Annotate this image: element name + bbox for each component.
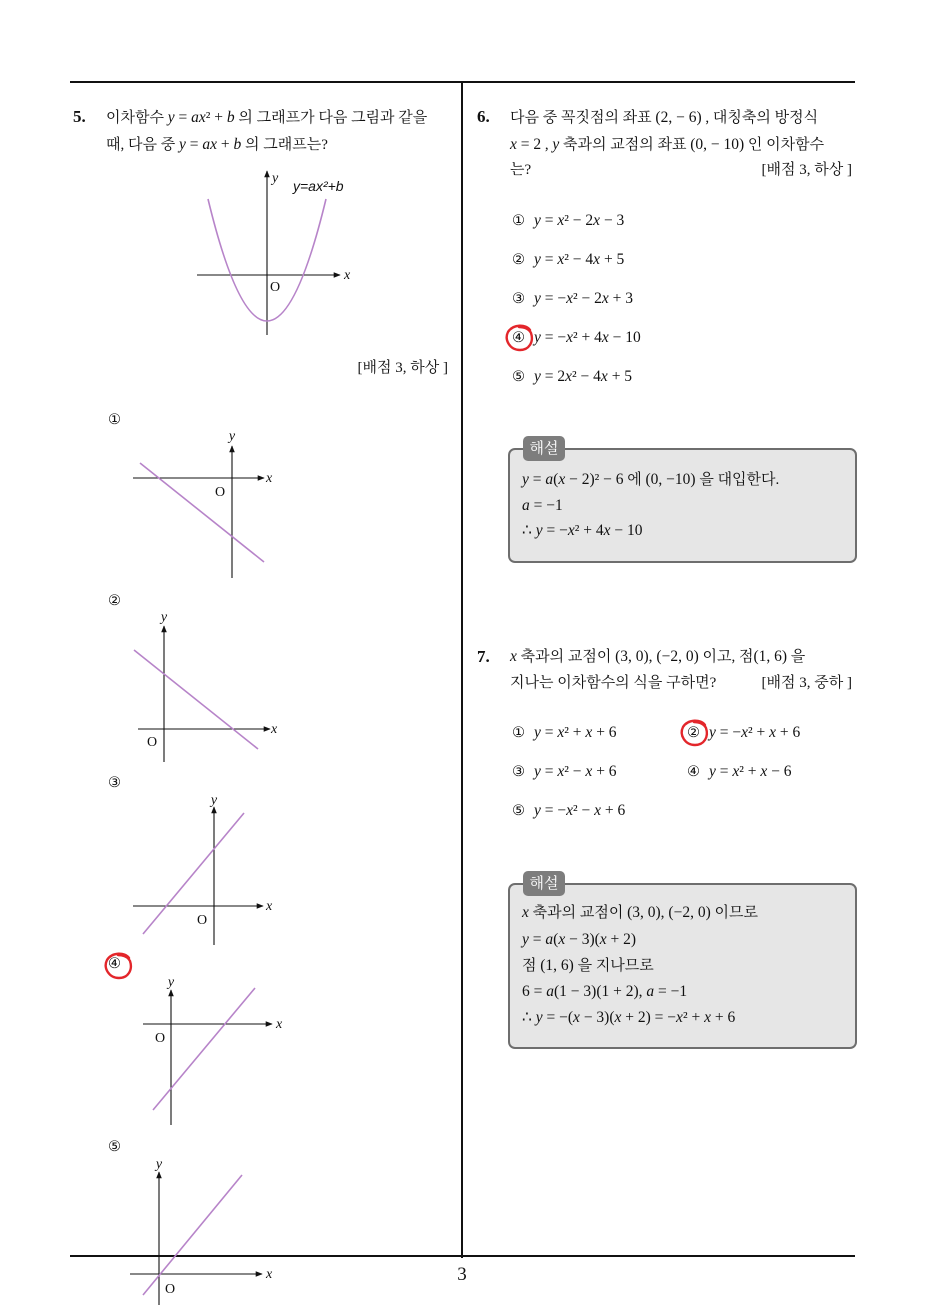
x-axis-label: x [271, 722, 278, 737]
origin-label: O [270, 280, 281, 295]
choice-5-graph [125, 1150, 280, 1308]
text-segment: 의 그래프가 다음 그림과 같을 [234, 110, 428, 126]
math-variable: x [603, 522, 611, 539]
choice-mark: ① [512, 213, 525, 229]
y-axis-label: y [167, 975, 175, 990]
question-text-line [510, 135, 824, 155]
math-expression: y = a(x − 3)(x + 2) [522, 931, 637, 948]
question-text-line [510, 647, 805, 667]
choice-formula: y = −x² − 2x + 3 [534, 290, 634, 307]
math-variable: x [566, 802, 574, 819]
choice-formula: y = 2x² − 4x + 5 [534, 368, 633, 385]
choice-mark: ⑤ [108, 1139, 121, 1155]
math-variable: x [573, 1009, 580, 1026]
math-variable: x [769, 724, 777, 741]
math-expression: y = a(x − 2)² − 6 [522, 471, 624, 488]
question-text-line [106, 135, 328, 155]
choice-2-graph [125, 605, 285, 770]
math-expression: (1, 6) [753, 648, 788, 665]
explanation-line [522, 930, 636, 950]
x-axis-label: x [344, 268, 351, 283]
text-segment: 점 [522, 958, 541, 974]
explanation-line [522, 470, 779, 490]
choice-mark: ④ [512, 330, 525, 346]
text-segment: 축과의 교점의 좌표 [559, 137, 691, 153]
math-variable: a [546, 983, 554, 1000]
math-variable: x [594, 802, 602, 819]
math-variable: x [558, 931, 566, 948]
math-expression: y = ax² + b [167, 109, 235, 126]
explanation-line [522, 956, 654, 976]
y-axis-label: y [210, 793, 218, 808]
choice-mark: ① [108, 412, 121, 428]
math-variable: x [522, 904, 529, 921]
text-segment: 을 대입한다. [695, 472, 780, 488]
math-variable: y [709, 724, 716, 741]
y-axis-label: y [160, 610, 168, 625]
math-variable: y [535, 1009, 543, 1026]
math-variable: a [545, 931, 554, 948]
math-variable: y [709, 763, 716, 780]
explanation-line [522, 903, 758, 923]
math-variable: x [593, 212, 601, 229]
choice-formula: y = −x² + x + 6 [709, 724, 801, 741]
score-label: [배점 3, 하상 ] [761, 162, 852, 178]
question-number: 7. [477, 647, 490, 666]
parabola-figure [190, 165, 380, 340]
math-variable: a [646, 983, 655, 1000]
page-number: 3 [457, 1264, 467, 1285]
math-variable: x [614, 1009, 622, 1026]
math-variable: y [535, 522, 543, 539]
math-variable: b [226, 109, 235, 126]
choice-mark: ⑤ [512, 369, 525, 385]
math-expression: (3, 0), (−2, 0) [627, 904, 711, 921]
text-segment: 때, 다음 중 [106, 137, 179, 153]
math-variable: y [552, 136, 560, 153]
choice-1 [512, 723, 617, 743]
math-variable: x [558, 471, 566, 488]
choice-1-graph [125, 425, 280, 585]
choice-formula: y = −x² + 4x − 10 [534, 329, 641, 346]
curve-label: y=ax²+b [293, 178, 344, 194]
y-axis-label: y [155, 1157, 163, 1172]
choice-5 [512, 801, 625, 821]
choice-mark: ③ [512, 291, 525, 307]
choice-formula: y = x² − x + 6 [534, 763, 617, 780]
math-variable: x [510, 648, 517, 665]
math-variable: x [557, 251, 565, 268]
column-divider [461, 82, 463, 1258]
choice-3-graph [125, 785, 280, 950]
origin-label: O [155, 1031, 166, 1046]
math-expression: (3, 0), (−2, 0) [615, 648, 699, 665]
origin-label: O [165, 1282, 176, 1297]
math-variable: x [601, 329, 609, 346]
explanation-line [522, 982, 687, 1002]
explanation-line [522, 1008, 735, 1028]
choice-4-graph [130, 970, 290, 1130]
text-segment: 축과의 교점이 [516, 649, 616, 665]
math-variable: x [566, 290, 574, 307]
math-variable: y [534, 763, 541, 780]
choice-mark: ② [687, 725, 700, 741]
math-variable: y [534, 368, 541, 385]
question-text-line [106, 108, 427, 128]
text-segment: 인 이차함수 [744, 137, 825, 153]
math-variable: a [545, 471, 554, 488]
text-segment: 축과의 교점이 [528, 905, 628, 921]
question-text-line [510, 108, 818, 128]
x-axis-label: x [266, 471, 273, 486]
math-variable: y [534, 329, 541, 346]
answer-mark-circle [677, 715, 713, 751]
math-expression: (0, − 10) [690, 136, 745, 153]
explanation-line [522, 521, 643, 541]
math-variable: x [593, 251, 601, 268]
math-expression [522, 904, 529, 921]
text-segment: 이고, 점 [698, 649, 754, 665]
choice-2 [512, 250, 624, 270]
choice-mark: ⑤ [512, 803, 525, 819]
choice-4 [687, 762, 792, 782]
text-segment: , 대칭축의 방정식 [701, 110, 819, 126]
math-variable: y [167, 109, 175, 126]
choice-formula: y = x² + x − 6 [709, 763, 792, 780]
math-expression: y = ax + b [178, 136, 242, 153]
math-variable: x [732, 763, 740, 780]
text-segment: 의 그래프는? [241, 137, 328, 153]
text-segment: 다음 중 꼭짓점의 좌표 [510, 110, 656, 126]
math-variable: ax [202, 136, 217, 153]
graph-line [143, 1175, 242, 1295]
math-variable: x [600, 368, 608, 385]
math-expression [510, 648, 517, 665]
text-segment: 을 지나므로 [573, 958, 654, 974]
graph-line [153, 988, 255, 1110]
origin-label: O [147, 735, 158, 750]
explanation-line [522, 496, 563, 516]
text-segment: 이므로 [710, 905, 758, 921]
math-variable: y [178, 136, 186, 153]
math-expression: (2, − 6) [655, 109, 702, 126]
choice-mark: ② [512, 252, 525, 268]
math-variable: y [534, 212, 541, 229]
math-expression: (1, 6) [540, 957, 574, 974]
x-axis-label: x [266, 1267, 273, 1282]
origin-label: O [197, 913, 208, 928]
math-variable: a [522, 497, 530, 514]
math-variable: y [522, 471, 529, 488]
choice-mark: ④ [687, 764, 700, 780]
choice-mark: ③ [512, 764, 525, 780]
y-axis-label: y [228, 429, 236, 444]
choice-3 [512, 762, 617, 782]
choice-5 [512, 367, 632, 387]
math-expression: a = −1 [522, 497, 563, 514]
math-variable: y [522, 931, 529, 948]
x-axis-label: x [266, 899, 273, 914]
question-text-line [510, 673, 716, 693]
text-segment: , [541, 137, 553, 153]
math-variable: b [233, 136, 242, 153]
text-segment: 을 [787, 649, 806, 665]
choice-mark: ② [108, 593, 121, 609]
math-variable: x [565, 368, 573, 385]
math-variable: x [557, 212, 565, 229]
math-expression: 6 = a(1 − 3)(1 + 2), a = −1 [522, 983, 688, 1000]
math-variable: x [510, 136, 517, 153]
graph-line [143, 813, 244, 934]
math-variable: x [585, 724, 593, 741]
math-variable: y [534, 802, 541, 819]
math-expression: (0, −10) [645, 471, 696, 488]
math-variable: ax [191, 109, 206, 126]
math-variable: y [534, 724, 541, 741]
text-segment: 에 [623, 472, 646, 488]
choice-formula: y = x² − 4x + 5 [534, 251, 625, 268]
math-variable: x [557, 724, 565, 741]
choice-formula: y = x² + x + 6 [534, 724, 617, 741]
math-expression: ∴ y = −(x − 3)(x + 2) = −x² + x + 6 [522, 1009, 736, 1026]
math-variable: x [676, 1009, 683, 1026]
choice-1 [512, 211, 624, 231]
math-variable: x [741, 724, 749, 741]
math-variable: x [585, 763, 593, 780]
math-variable: y [534, 251, 541, 268]
choice-mark: ④ [108, 956, 121, 972]
score-label: [배점 3, 중하 ] [761, 675, 852, 691]
choice-formula: y = x² − 2x − 3 [534, 212, 625, 229]
choice-mark: ① [512, 725, 525, 741]
choice-3 [512, 289, 633, 309]
math-variable: x [599, 931, 607, 948]
math-variable: x [567, 522, 575, 539]
question-text-line [510, 160, 531, 180]
text-segment: 이차함수 [106, 110, 168, 126]
choice-mark: ③ [108, 775, 121, 791]
explanation-tag: 해설 [523, 871, 565, 896]
score-label: [배점 3, 하상 ] [357, 360, 448, 376]
math-variable: x [557, 763, 565, 780]
math-variable: x [760, 763, 768, 780]
math-expression: ∴ y = −x² + 4x − 10 [522, 522, 643, 539]
math-variable: y [534, 290, 541, 307]
y-axis-label: y [272, 171, 279, 186]
question-number: 5. [73, 107, 86, 126]
x-axis-label: x [276, 1017, 283, 1032]
explanation-tag: 해설 [523, 436, 565, 461]
math-expression: x = 2 [510, 136, 542, 153]
math-variable: x [704, 1009, 711, 1026]
answer-mark-circle [502, 320, 538, 356]
choice-formula: y = −x² − x + 6 [534, 802, 626, 819]
question-number: 6. [477, 107, 490, 126]
math-variable: x [601, 290, 609, 307]
origin-label: O [215, 485, 226, 500]
text-segment: 지나는 이차함수의 식을 구하면? [510, 675, 717, 691]
math-variable: x [566, 329, 574, 346]
text-segment: 는? [510, 162, 532, 178]
